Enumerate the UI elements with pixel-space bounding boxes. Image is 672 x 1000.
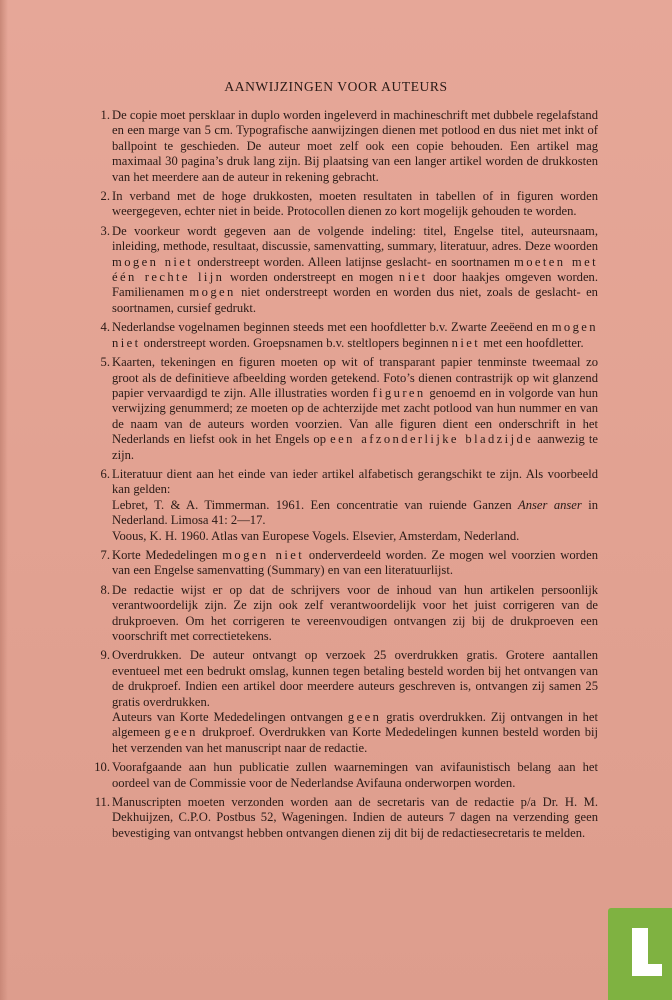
item-number: 9. [100,648,110,663]
list-item [88,795,598,841]
item-text: Literatuur dient aan het einde van ieder artikel alfabetisch gerangschikt te zijn. Als voorbeeld kan gelden: [112,466,598,497]
item-text: Nederlandse vogelnamen beginnen steeds met een hoofdletter b.v. Zwarte Zeeëend en mogen niet onderstreept worden. Groepsnamen b.v. steltlopers beginnen niet met een hoofdletter. [112,320,598,350]
list-item [88,224,598,316]
list-item [88,108,598,185]
reference-entry: Voous, K. H. 1960. Atlas van Europese Vogels. Elsevier, Amsterdam, Nederland. [112,528,520,543]
item-text: De voorkeur wordt gegeven aan de volgende indeling: titel, Engelse titel, auteursnaam, inleiding, methode, resultaat, discussie, samenvatting, summary, literatuur, adres. Deze woorden mogen niet onderstreept worden. Alleen latijnse geslacht- en soortnamen moeten met één rechte lijn worden onderstreept en mogen niet door haakjes omgeven worden. Familienamen mogen niet onderstreept worden en worden dus niet, zoals de geslacht- en soortnamen, cursief gedrukt. [112,223,599,315]
item-text: Overdrukken. De auteur ontvangt op verzoek 25 overdrukken gratis. Grotere aantallen eventueel met een bedrukt omslag, kunnen tegen betaling besteld worden bij het ontvangen van de drukproef. Indien een artikel door meerdere auteurs geschreven is, ontvangen zij samen 25 gratis overdrukken. [112,648,598,709]
item-number: 7. [100,547,110,562]
list-item [88,548,598,579]
item-number: 6. [100,466,110,481]
item-text: In verband met de hoge drukkosten, moeten resultaten in tabellen of in figuren worden weergegeven, echter niet in beide. Protocollen dienen zo kort mogelijk gehouden te worden. [112,189,598,219]
page-title: AANWIJZINGEN VOOR AUTEURS [224,79,448,94]
logo-letter-icon-foot [632,964,662,976]
reference-entry: Lebret, T. & A. Timmerman. 1961. Een concentratie van ruiende Ganzen Anser anser in Nederland. Limosa 41: 2—17. [112,497,599,528]
list-item [88,583,598,645]
item-paragraph: Auteurs van Korte Mededelingen ontvangen geen gratis overdrukken. Zij ontvangen in het algemeen geen drukproef. Overdrukken van Korte Mededelingen kunnen besteld worden bij het verzenden van het manuscript naar de redactie. [112,710,598,755]
item-text: Manuscripten moeten verzonden worden aan de secretaris van de redactie p/a Dr. H. M. Dekhuijzen, C.P.O. Postbus 52, Wageningen. Indien de auteurs 7 dagen na verzending geen bevestiging van ontvangst hebben ontvangen dienen zij dit bij de redactiesecretaris te melden. [112,795,598,840]
page-edge [0,0,8,1000]
list-item [88,189,598,220]
item-number: 8. [100,582,110,597]
item-text: Korte Mededelingen mogen niet onderverdeeld worden. Ze mogen wel voorzien worden van een Engelse samenvatting (Summary) en van een literatuurlijst. [112,547,598,578]
item-number: 5. [100,355,110,370]
item-number: 3. [100,223,110,238]
list-item [88,648,598,756]
list-item [88,467,598,544]
list-item [88,320,598,351]
item-number: 10. [94,760,110,775]
item-text: Voorafgaande aan hun publicatie zullen waarnemingen van avifaunistisch belang aan het oordeel van de Commissie voor de Nederlandse Avifauna onderworpen worden. [112,760,598,790]
watermark-logo [608,908,672,1000]
item-number: 4. [100,320,110,335]
item-text: Kaarten, tekeningen en figuren moeten op wit of transparant papier tenminste tweemaal zo groot als de definitieve afbeelding worden getekend. Foto’s dienen contrastrijk op wit glanzend papier vervaardigd te zijn. Alle illustraties worden figuren genoemd en in volgorde van hun verwijzing genummerd; ze moeten op de achterzijde met zacht potlood van hun nummer en van de naam van de auteurs worden voorzien. Van alle figuren dient een onderschrift in het Nederlands en liefst ook in het Engels op een afzonderlijke bladzijde aanwezig te zijn. [112,355,598,462]
item-text: De copie moet persklaar in duplo worden ingeleverd in machineschrift met dubbele regelafstand en een marge van 5 cm. Typografische aanwijzingen dienen met potlood en dus niet met inkt of ballpoint te geschieden. De auteur moet zelf ook een copie behouden. Een artikel mag maximaal 30 pagina’s druk lang zijn. Bij plaatsing van een langer artikel worden de drukkosten van het meerdere aan de auteur in rekening gebracht. [112,108,598,184]
list-item [88,355,598,463]
item-number: 11. [94,795,110,810]
item-text: De redactie wijst er op dat de schrijvers voor de inhoud van hun artikelen persoonlijk verantwoordelijk zijn. Ze zijn ook zelf verantwoordelijk voor het juist corrigeren van de drukproeven. Om het corrigeren te vereenvoudigen ontvangen zij bij de drukproeven een voorschrift met correctietekens. [112,582,598,643]
item-number: 1. [100,108,110,122]
item-number: 2. [100,189,110,204]
author-guidelines-list [88,108,598,845]
list-item [88,760,598,791]
